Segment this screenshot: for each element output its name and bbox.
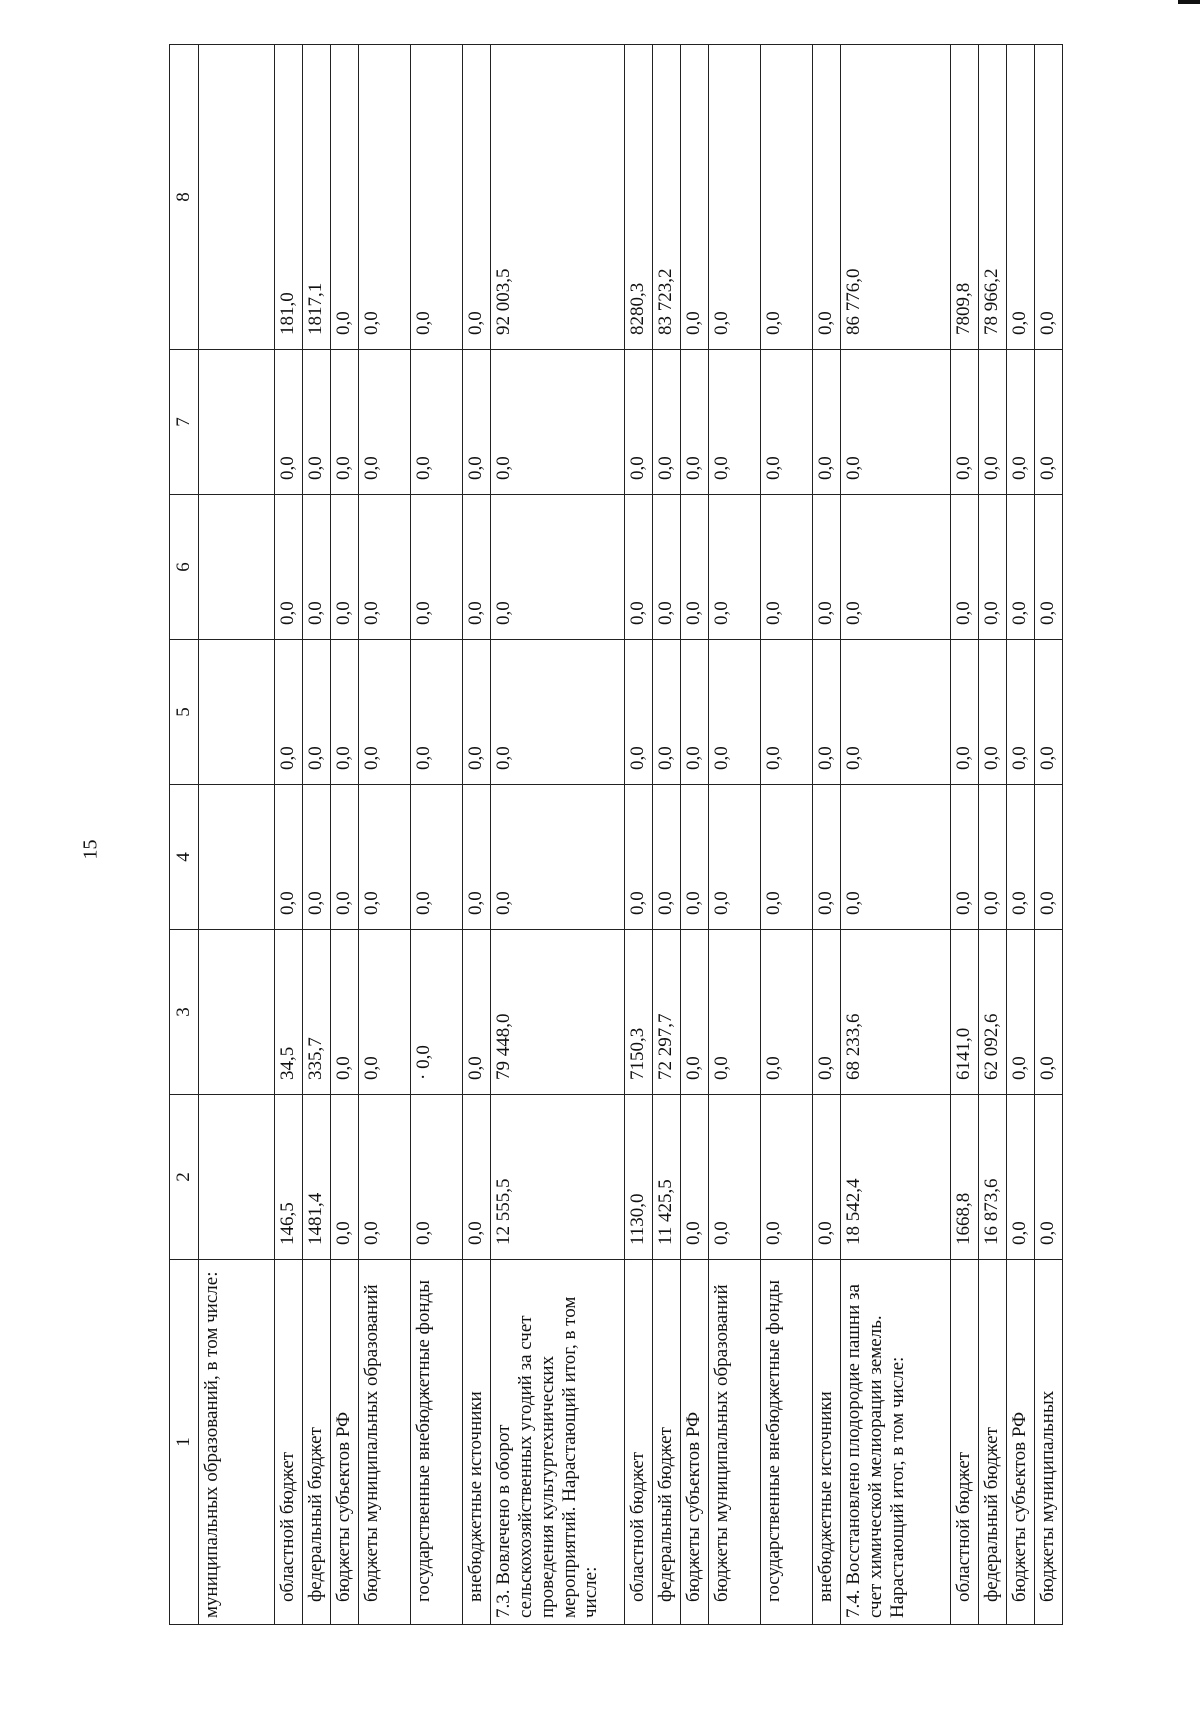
table-row	[331, 45, 359, 1625]
value-cell	[199, 350, 275, 495]
value-cell: 0,0	[331, 930, 359, 1095]
value-cell: 181,0	[275, 45, 303, 350]
value-cell: 1817,1	[303, 45, 331, 350]
value-cell: 0,0	[491, 785, 625, 930]
value-cell: 0,0	[463, 495, 491, 640]
value-cell	[199, 930, 275, 1095]
table-row	[1035, 45, 1063, 1625]
row-label: муниципальных образований, в том числе:	[199, 1260, 275, 1625]
value-cell: 0,0	[491, 495, 625, 640]
table-row	[491, 45, 625, 1625]
value-cell: 0,0	[709, 785, 761, 930]
value-cell: 0,0	[625, 785, 653, 930]
value-cell: 0,0	[359, 640, 411, 785]
table-row	[709, 45, 761, 1625]
value-cell: 0,0	[1007, 45, 1035, 350]
row-label: внебюджетные источники	[813, 1260, 841, 1625]
row-label: государственные внебюджетные фонды	[411, 1260, 463, 1625]
value-cell: 0,0	[275, 495, 303, 640]
value-cell: 0,0	[813, 350, 841, 495]
value-cell	[199, 495, 275, 640]
value-cell: 0,0	[1007, 930, 1035, 1095]
value-cell: 0,0	[813, 1095, 841, 1260]
page-number: 15	[79, 839, 102, 860]
value-cell: 0,0	[979, 495, 1007, 640]
column-header-3: 3	[170, 930, 199, 1095]
table-row	[275, 45, 303, 1625]
column-header-6: 6	[170, 495, 199, 640]
value-cell: 0,0	[1007, 640, 1035, 785]
value-cell: 0,0	[1007, 785, 1035, 930]
value-cell: 0,0	[761, 785, 813, 930]
table-row	[1007, 45, 1035, 1625]
value-cell: 0,0	[359, 1095, 411, 1260]
value-cell: 18 542,4	[841, 1095, 951, 1260]
value-cell: 0,0	[653, 495, 681, 640]
row-label: бюджеты муниципальных	[1035, 1260, 1063, 1625]
value-cell: 92 003,5	[491, 45, 625, 350]
value-cell: 0,0	[681, 640, 709, 785]
value-cell	[199, 785, 275, 930]
value-cell: 0,0	[1007, 495, 1035, 640]
value-cell: 0,0	[951, 495, 979, 640]
value-cell: 0,0	[359, 785, 411, 930]
header-row	[170, 45, 199, 1625]
rotated-table-container	[169, 45, 1061, 1625]
value-cell: 0,0	[331, 785, 359, 930]
value-cell: 79 448,0	[491, 930, 625, 1095]
value-cell: 0,0	[979, 350, 1007, 495]
value-cell: 12 555,5	[491, 1095, 625, 1260]
value-cell: 0,0	[275, 785, 303, 930]
value-cell: 0,0	[761, 930, 813, 1095]
value-cell: 0,0	[1035, 1095, 1063, 1260]
value-cell: 0,0	[681, 1095, 709, 1260]
value-cell	[199, 640, 275, 785]
value-cell: 0,0	[463, 350, 491, 495]
value-cell	[199, 1095, 275, 1260]
row-label: бюджеты субъектов РФ	[681, 1260, 709, 1625]
value-cell: 0,0	[709, 640, 761, 785]
column-header-5: 5	[170, 640, 199, 785]
row-label: областной бюджет	[275, 1260, 303, 1625]
value-cell: 0,0	[491, 350, 625, 495]
value-cell: 0,0	[359, 495, 411, 640]
value-cell: 0,0	[463, 45, 491, 350]
value-cell: 0,0	[463, 1095, 491, 1260]
value-cell: 62 092,6	[979, 930, 1007, 1095]
value-cell: 0,0	[681, 785, 709, 930]
value-cell: 0,0	[359, 930, 411, 1095]
table-row	[681, 45, 709, 1625]
row-label: государственные внебюджетные фонды	[761, 1260, 813, 1625]
value-cell: 0,0	[841, 785, 951, 930]
column-header-1: 1	[170, 1260, 199, 1625]
value-cell: 0,0	[761, 640, 813, 785]
value-cell: 0,0	[951, 640, 979, 785]
value-cell: 0,0	[709, 350, 761, 495]
value-cell: 11 425,5	[653, 1095, 681, 1260]
value-cell: 83 723,2	[653, 45, 681, 350]
row-label: областной бюджет	[951, 1260, 979, 1625]
value-cell: 0,0	[681, 495, 709, 640]
column-header-2: 2	[170, 1095, 199, 1260]
value-cell: 335,7	[303, 930, 331, 1095]
value-cell: 0,0	[951, 785, 979, 930]
value-cell: 0,0	[463, 930, 491, 1095]
row-label: областной бюджет	[625, 1260, 653, 1625]
value-cell: 78 966,2	[979, 45, 1007, 350]
value-cell: 0,0	[411, 1095, 463, 1260]
value-cell: 0,0	[709, 930, 761, 1095]
row-label: внебюджетные источники	[463, 1260, 491, 1625]
table-row	[359, 45, 411, 1625]
row-label: бюджеты субъектов РФ	[331, 1260, 359, 1625]
value-cell: 0,0	[979, 640, 1007, 785]
column-header-7: 7	[170, 350, 199, 495]
value-cell: 16 873,6	[979, 1095, 1007, 1260]
value-cell: 0,0	[841, 350, 951, 495]
value-cell: 0,0	[761, 495, 813, 640]
table-row	[463, 45, 491, 1625]
value-cell: 0,0	[411, 785, 463, 930]
value-cell: 146,5	[275, 1095, 303, 1260]
value-cell: 0,0	[709, 45, 761, 350]
value-cell: 0,0	[841, 495, 951, 640]
value-cell: 0,0	[303, 495, 331, 640]
value-cell: 0,0	[813, 495, 841, 640]
value-cell: 0,0	[1035, 785, 1063, 930]
value-cell: 0,0	[331, 495, 359, 640]
table-row	[303, 45, 331, 1625]
value-cell: 0,0	[359, 350, 411, 495]
column-header-4: 4	[170, 785, 199, 930]
value-cell: 0,0	[841, 640, 951, 785]
value-cell: 0,0	[1035, 640, 1063, 785]
value-cell: 0,0	[709, 495, 761, 640]
value-cell: 0,0	[491, 640, 625, 785]
value-cell: 8280,3	[625, 45, 653, 350]
row-label: федеральный бюджет	[653, 1260, 681, 1625]
value-cell: 0,0	[303, 640, 331, 785]
value-cell: 6141,0	[951, 930, 979, 1095]
value-cell: 0,0	[761, 45, 813, 350]
table-row	[813, 45, 841, 1625]
value-cell: 0,0	[681, 350, 709, 495]
value-cell: 0,0	[275, 640, 303, 785]
value-cell: 0,0	[411, 350, 463, 495]
value-cell: 0,0	[761, 350, 813, 495]
table-row	[841, 45, 951, 1625]
value-cell: 0,0	[411, 45, 463, 350]
row-label: 7.4. Восстановлено плодородие пашни за счет химической мелиорации земель. Нарастающий итог, в том числе:	[841, 1260, 951, 1625]
value-cell: 0,0	[813, 640, 841, 785]
table-row	[761, 45, 813, 1625]
value-cell: 0,0	[681, 930, 709, 1095]
value-cell: 0,0	[1035, 930, 1063, 1095]
value-cell: 7150,3	[625, 930, 653, 1095]
value-cell: 0,0	[303, 785, 331, 930]
value-cell: 0,0	[331, 1095, 359, 1260]
value-cell: 0,0	[275, 350, 303, 495]
table-body	[170, 45, 1063, 1625]
corner-mark	[1178, 0, 1200, 4]
value-cell: 0,0	[359, 45, 411, 350]
value-cell: 0,0	[331, 640, 359, 785]
value-cell: 0,0	[653, 785, 681, 930]
value-cell: 0,0	[1035, 45, 1063, 350]
table-row	[951, 45, 979, 1625]
value-cell: 68 233,6	[841, 930, 951, 1095]
column-header-8: 8	[170, 45, 199, 350]
value-cell: 86 776,0	[841, 45, 951, 350]
value-cell: 0,0	[761, 1095, 813, 1260]
row-label: бюджеты муниципальных образований	[359, 1260, 411, 1625]
table-row	[979, 45, 1007, 1625]
table-row	[625, 45, 653, 1625]
value-cell: 0,0	[681, 45, 709, 350]
value-cell: 0,0	[331, 350, 359, 495]
value-cell: 0,0	[463, 640, 491, 785]
value-cell: 0,0	[303, 350, 331, 495]
value-cell: 0,0	[813, 785, 841, 930]
row-label: бюджеты муниципальных образований	[709, 1260, 761, 1625]
value-cell: 0,0	[1035, 350, 1063, 495]
value-cell: 7809,8	[951, 45, 979, 350]
value-cell: 0,0	[625, 350, 653, 495]
value-cell: 0,0	[625, 640, 653, 785]
value-cell: 0,0	[411, 640, 463, 785]
value-cell: 0,0	[1007, 350, 1035, 495]
value-cell: 0,0	[463, 785, 491, 930]
value-cell: · 0,0	[411, 930, 463, 1095]
value-cell: 0,0	[653, 350, 681, 495]
value-cell: 0,0	[1035, 495, 1063, 640]
table-row	[411, 45, 463, 1625]
value-cell: 1130,0	[625, 1095, 653, 1260]
value-cell: 0,0	[951, 350, 979, 495]
table-row	[653, 45, 681, 1625]
value-cell: 0,0	[1007, 1095, 1035, 1260]
value-cell: 72 297,7	[653, 930, 681, 1095]
value-cell: 0,0	[625, 495, 653, 640]
value-cell: 34,5	[275, 930, 303, 1095]
value-cell: 1481,4	[303, 1095, 331, 1260]
row-label: федеральный бюджет	[979, 1260, 1007, 1625]
value-cell: 1668,8	[951, 1095, 979, 1260]
value-cell: 0,0	[653, 640, 681, 785]
value-cell: 0,0	[979, 785, 1007, 930]
budget-table	[169, 44, 1063, 1625]
value-cell	[199, 45, 275, 350]
value-cell: 0,0	[331, 45, 359, 350]
table-row	[199, 45, 275, 1625]
value-cell: 0,0	[411, 495, 463, 640]
value-cell: 0,0	[813, 930, 841, 1095]
row-label: 7.3. Вовлечено в оборот сельскохозяйственных угодий за счет проведения культуртехнических мероприятий. Нарастающий итог, в том числе:	[491, 1260, 625, 1625]
row-label: бюджеты субъектов РФ	[1007, 1260, 1035, 1625]
row-label: федеральный бюджет	[303, 1260, 331, 1625]
value-cell: 0,0	[709, 1095, 761, 1260]
value-cell: 0,0	[813, 45, 841, 350]
